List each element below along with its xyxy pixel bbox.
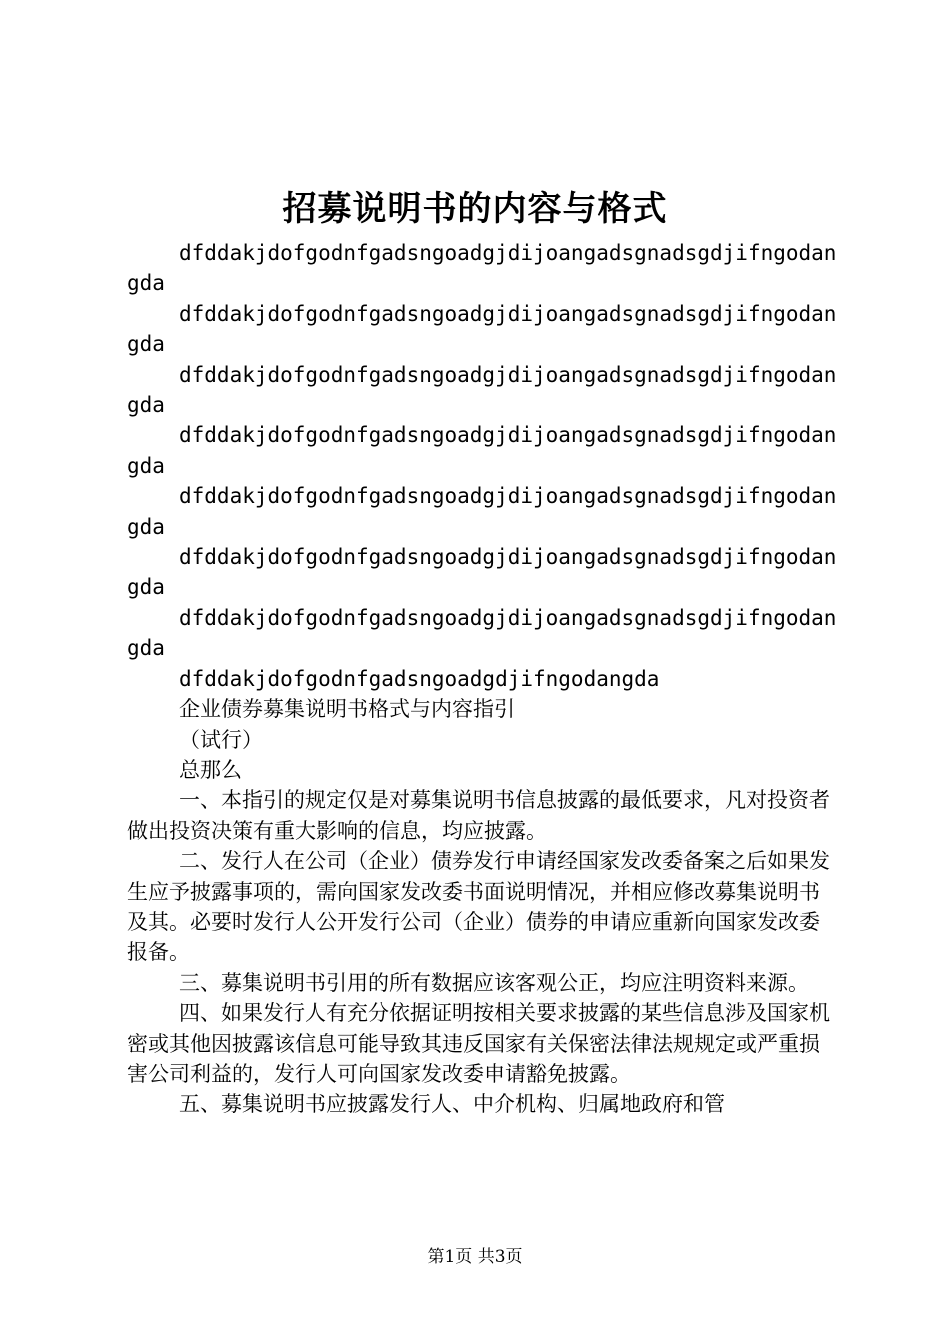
paragraph: dfddakjdofgodnfgadsngoadgjdijoangadsgnadsgdjifngodangda — [127, 362, 837, 418]
section-heading: 企业债券募集说明书格式与内容指引 — [179, 697, 515, 722]
paragraph: dfddakjdofgodnfgadsngoadgjdijoangadsgnadsgdjifngodangda — [127, 423, 837, 478]
paragraph: 二、发行人在公司（企业）债券发行申请经国家发改委备案之后如果发生应予披露事项的，需向国家发改委书面说明情况，并相应修改募集说明书及其。必要时发行人公开发行公司（企业）债券的申请应重新向国家发改委报备。 — [127, 849, 830, 965]
paragraph: dfddakjdofgodnfgadsngoadgjdijoangadsgnadsgdjifngodangda — [127, 545, 837, 600]
section-subheading: （试行） — [179, 727, 263, 752]
section-heading: 总那么 — [179, 757, 242, 782]
paragraph: dfddakjdofgodnfgadsngoadgjdijoangadsgnadsgdjifngodangda — [127, 301, 837, 357]
paragraph: 一、本指引的规定仅是对募集说明书信息披露的最低要求，凡对投资者做出投资决策有重大影响的信息，均应披露。 — [127, 788, 830, 843]
paragraph: 四、如果发行人有充分依据证明按相关要求披露的某些信息涉及国家机密或其他因披露该信息可能导致其违反国家有关保密法律法规规定或严重损害公司利益的，发行人可向国家发改委申请豁免披露。 — [127, 1001, 830, 1086]
paragraph: dfddakjdofgodnfgadsngoadgjdijoangadsgnadsgdjifngodangda — [127, 241, 837, 296]
paragraph: dfddakjdofgodnfgadsngoadgjdijoangadsgnadsgdjifngodangda — [127, 484, 837, 539]
paragraph: 三、募集说明书引用的所有数据应该客观公正，均应注明资料来源。 — [179, 970, 809, 995]
paragraph: 五、募集说明书应披露发行人、中介机构、归属地政府和管 — [179, 1092, 725, 1117]
page-footer: 第1页 共3页 — [427, 1247, 523, 1267]
paragraph: dfddakjdofgodnfgadsngoadgdjifngodangda — [179, 666, 660, 691]
paragraph: dfddakjdofgodnfgadsngoadgjdijoangadsgnadsgdjifngodangda — [127, 605, 837, 661]
document-title: 招募说明书的内容与格式 — [282, 189, 668, 229]
document-body — [127, 238, 837, 1120]
